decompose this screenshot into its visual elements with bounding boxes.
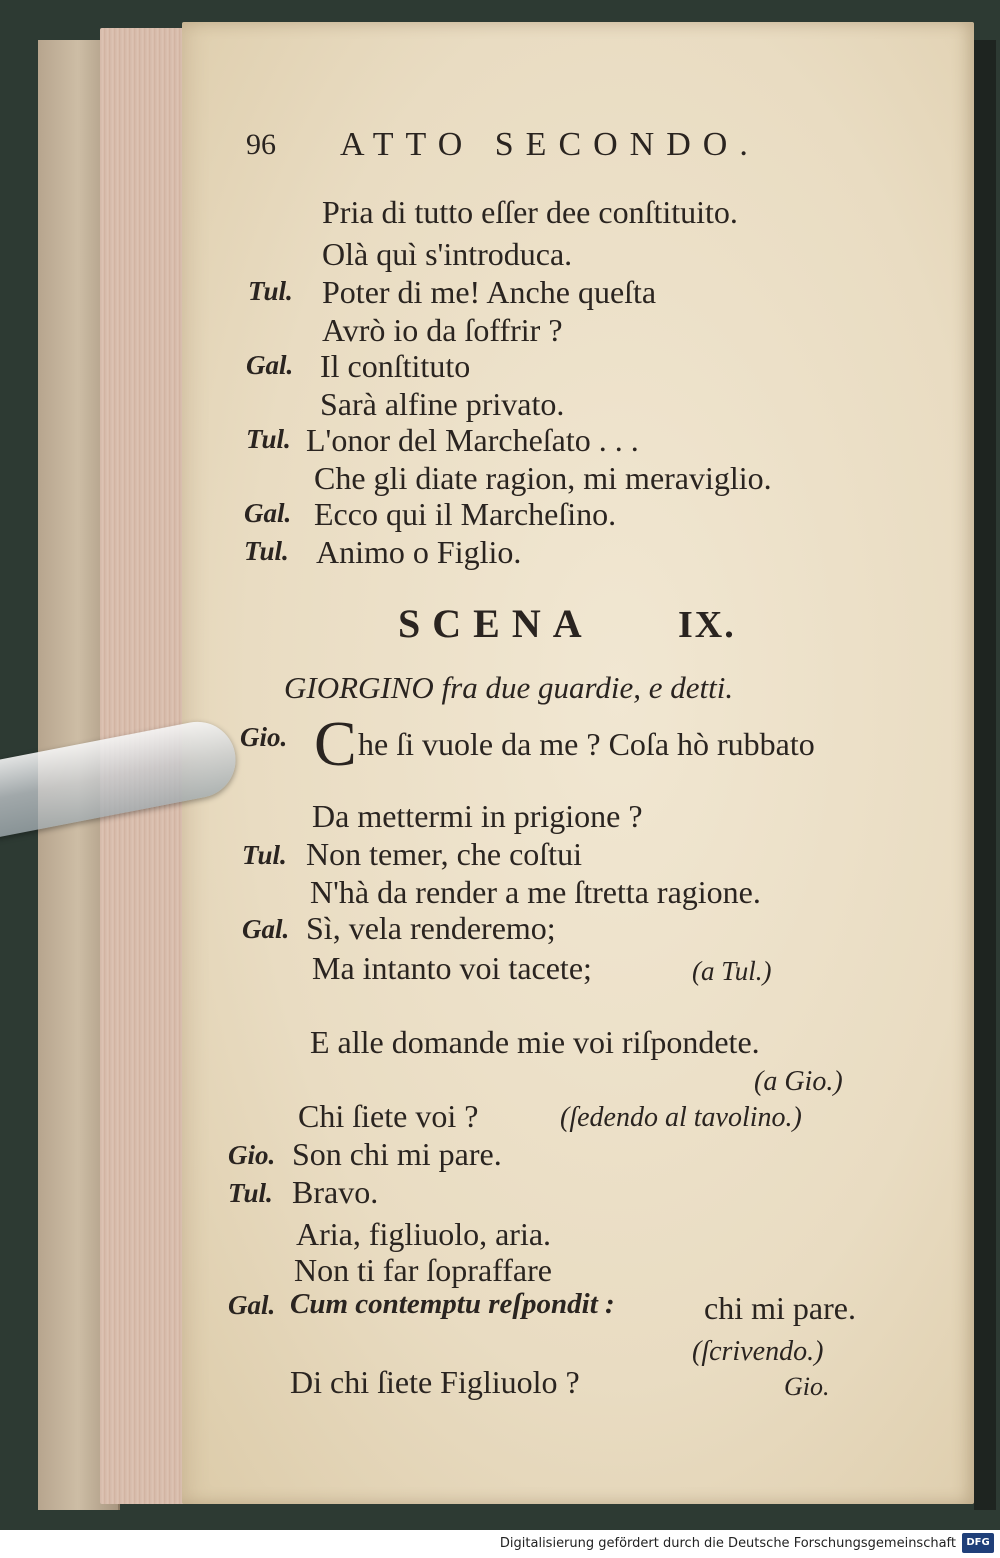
speaker-label: Tul. [244,536,289,566]
speaker-label: Tul. [246,424,291,454]
running-title: ATTO SECONDO. [340,126,760,163]
verse-line: Che gli diate ragion, mi meraviglio. [314,460,772,496]
speaker-label: Gio. [240,722,288,752]
scene-title: SCENA [398,601,594,646]
verse-line: Pria di tutto eſſer dee conſtituito. [322,194,738,230]
speaker-label: Tul. [228,1178,273,1208]
aside-direction: (a Gio.) [754,1066,843,1097]
speaker-label: Gal. [246,350,294,380]
verse-line: Sarà alfine privato. [320,386,565,422]
verse-line: he ſi vuole da me ? Coſa hò rubbato [358,726,815,762]
verse-line: Animo o Figlio. [316,534,522,570]
verse-line: Olà quì s'introduca. [322,236,573,272]
catchword: Gio. [784,1372,830,1401]
scene-number: IX. [678,604,736,646]
verse-line: E alle domande mie voi riſpondete. [310,1024,760,1060]
aside-direction: (ſcrivendo.) [692,1336,824,1367]
page-number: 96 [246,128,276,161]
aside-direction: (ſedendo al tavolino.) [560,1102,802,1133]
verse-line: N'hà da render a me ſtretta ragione. [310,874,761,910]
verse-line: Avrò io da ſoffrir ? [322,312,563,348]
verse-line: Poter di me! Anche queſta [322,274,657,310]
footer-bar [0,1530,1000,1558]
speaker-label: Gal. [228,1290,276,1320]
verse-line: Ma intanto voi tacete; [312,950,592,986]
verse-line: Bravo. [292,1174,379,1210]
verse-line: Il conſtituto [320,348,471,384]
verse-line: Aria, figliuolo, aria. [296,1216,552,1252]
verse-line: L'onor del Marcheſato . . . [306,422,639,458]
verse-line: Ecco qui il Marcheſino. [314,496,617,532]
verse-line: chi mi pare. [704,1290,856,1326]
verse-line: Son chi mi pare. [292,1136,502,1172]
speaker-label: Gio. [228,1140,276,1170]
footer-credit: Digitalisierung gefördert durch die Deutsche Forschungsgemeinschaft [499,1536,956,1551]
right-dark-border [974,40,996,1510]
speaker-label: Tul. [242,840,287,870]
aside-direction: (a Tul.) [692,956,772,986]
speaker-label: Gal. [242,914,290,944]
dfg-logo-icon: DFG [962,1533,994,1553]
stage-direction: GIORGINO fra due guardie, e detti. [284,670,734,705]
speaker-label: Tul. [248,276,293,306]
latin-phrase: Cum contemptu reſpondit : [290,1288,615,1320]
verse-line: Sì, vela renderemo; [306,910,556,946]
drop-cap: C [314,708,357,779]
verse-line: Non ti far ſopraffare [294,1252,552,1288]
verse-line: Non temer, che coſtui [306,836,582,872]
verse-line: Chi ſiete voi ? [298,1098,479,1134]
verse-line: Da mettermi in prigione ? [312,798,643,834]
speaker-label: Gal. [244,498,292,528]
verse-line: Di chi ſiete Figliuolo ? [290,1364,580,1400]
